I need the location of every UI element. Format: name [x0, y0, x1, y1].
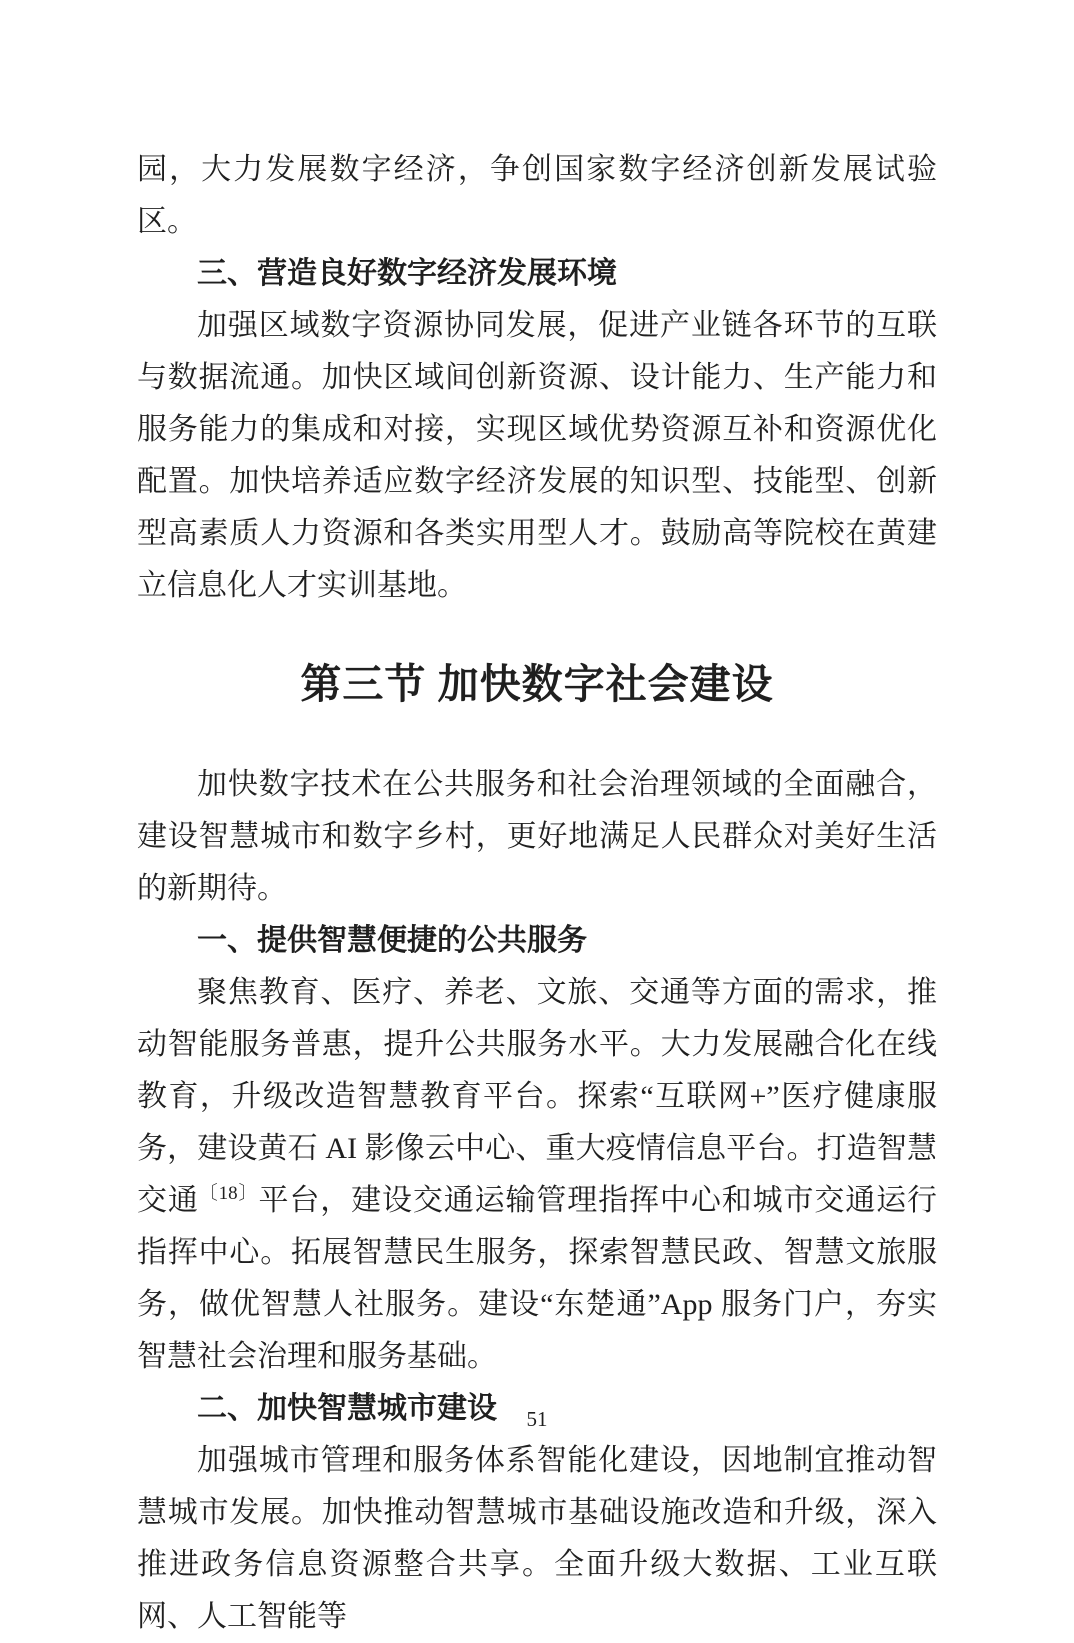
paragraph-digital-economy-environment: 加强区域数字资源协同发展，促进产业链各环节的互联与数据流通。加快区域间创新资源、设计能力、生产能力和服务能力的集成和对接，实现区域优势资源互补和资源优化配置。加快培养适应数字经济发展的知识型、技能型、创新型高素质人力资源和各类实用型人才。鼓励高等院校在黄建立信息化人才实训基地。 [137, 309, 937, 602]
page-number: 51 [526, 1407, 548, 1431]
paragraph-smart-city: 加强城市管理和服务体系智能化建设，因地制宜推动智慧城市发展。加快推动智慧城市基础设施改造和升级，深入推进政务信息资源整合共享。全面升级大数据、工业互联网、人工智能等 [137, 1444, 937, 1633]
continuation-paragraph: 园，大力发展数字经济，争创国家数字经济创新发展试验区。 [137, 153, 937, 238]
paragraph-public-service-text-before: 聚焦教育、医疗、养老、文旅、交通等方面的需求，推动智能服务普惠，提升公共服务水平。大力发展融合化在线教育，升级改造智慧教育平台。探索“互联网+”医疗健康服务，建设黄石 AI 影像云中心、重大疫情信息平台。打造智慧交通 [137, 976, 937, 1217]
section-title: 第三节 加快数字社会建设 [300, 661, 774, 707]
paragraph-public-service [137, 967, 937, 1383]
section-intro-paragraph: 加快数字技术在公共服务和社会治理领域的全面融合，建设智慧城市和数字乡村，更好地满足人民群众对美好生活的新期待。 [137, 768, 937, 905]
subsection-heading-public-service: 一、提供智慧便捷的公共服务 [197, 924, 587, 957]
subsection-heading-digital-economy-environment: 三、营造良好数字经济发展环境 [197, 257, 617, 290]
footnote-ref-18: 〔18〕 [198, 1183, 259, 1204]
paragraph-public-service-text-after: 平台，建设交通运输管理指挥中心和城市交通运行指挥中心。拓展智慧民生服务，探索智慧民政、智慧文旅服务，做优智慧人社服务。建设“东楚通”App 服务门户，夯实智慧社会治理和服务基础。 [137, 1184, 938, 1373]
subsection-heading-smart-city: 二、加快智慧城市建设 [197, 1392, 497, 1425]
